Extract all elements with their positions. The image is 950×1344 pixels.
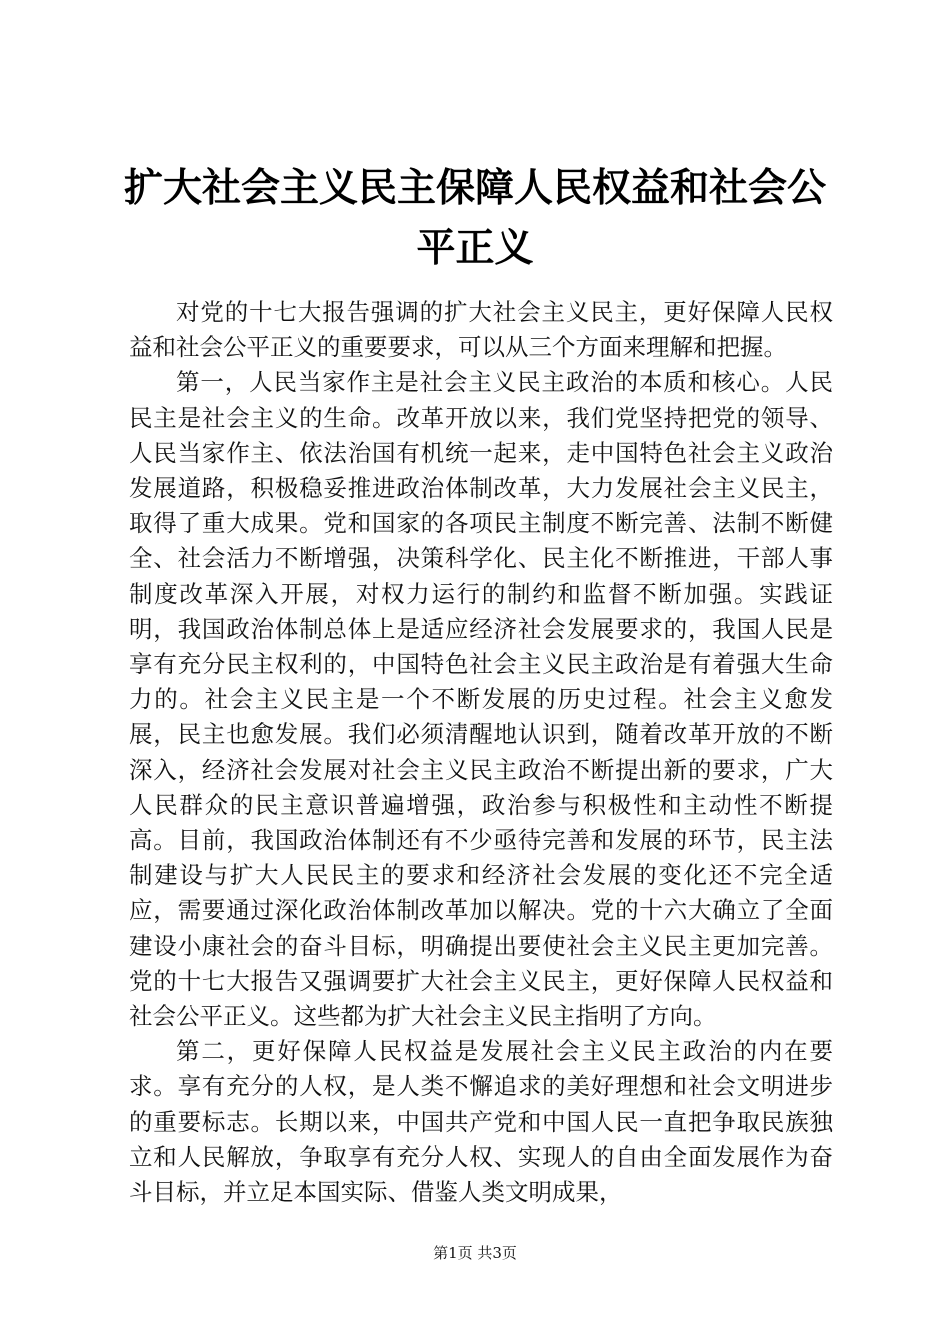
- paragraph-first-point: 第一，人民当家作主是社会主义民主政治的本质和核心。人民民主是社会主义的生命。改革开放以来，我们党坚持把党的领导、人民当家作主、依法治国有机统一起来，走中国特色社会主义政治发展道路，积极稳妥推进政治体制改革，大力发展社会主义民主，取得了重大成果。党和国家的各项民主制度不断完善、法制不断健全、社会活力不断增强，决策科学化、民主化不断推进，干部人事制度改革深入开展，对权力运行的制约和监督不断加强。实践证明，我国政治体制总体上是适应经济社会发展要求的，我国人民是享有充分民主权利的，中国特色社会主义民主政治是有着强大生命力的。社会主义民主是一个不断发展的历史过程。社会主义愈发展，民主也愈发展。我们必须清醒地认识到，随着改革开放的不断深入，经济社会发展对社会主义民主政治不断提出新的要求，广大人民群众的民主意识普遍增强，政治参与积极性和主动性不断提高。目前，我国政治体制还有不少亟待完善和发展的环节，民主法制建设与扩大人民民主的要求和经济社会发展的变化还不完全适应，需要通过深化政治体制改革加以解决。党的十六大确立了全面建设小康社会的奋斗目标，明确提出要使社会主义民主更加完善。党的十七大报告又强调要扩大社会主义民主，更好保障人民权益和社会公平正义。这些都为扩大社会主义民主指明了方向。: [129, 368, 833, 1031]
- page-footer: 第1页 共3页: [433, 1244, 517, 1262]
- document-title: 扩大社会主义民主保障人民权益和社会公平正义: [123, 165, 826, 271]
- document-body: [129, 295, 833, 1210]
- paragraph-intro: 对党的十七大报告强调的扩大社会主义民主，更好保障人民权益和社会公平正义的重要要求，可以从三个方面来理解和把握。: [129, 298, 833, 362]
- paragraph-second-point: 第二，更好保障人民权益是发展社会主义民主政治的内在要求。享有充分的人权，是人类不懈追求的美好理想和社会文明进步的重要标志。长期以来，中国共产党和中国人民一直把争取民族独立和人民解放，争取享有充分人权、实现人的自由全面发展作为奋斗目标，并立足本国实际、借鉴人类文明成果，: [129, 1037, 833, 1207]
